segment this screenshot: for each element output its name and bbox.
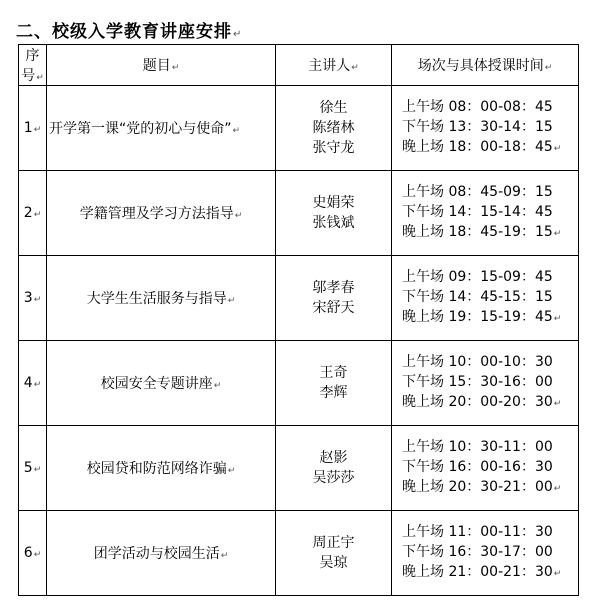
paragraph-mark-icon: ↵	[553, 314, 562, 324]
session-time-text: 上午场 11：00-11：30	[402, 524, 553, 540]
cell-topic	[47, 426, 276, 511]
paragraph-mark-icon: ↵	[544, 63, 553, 73]
speaker-name: 吴琼	[319, 555, 348, 571]
cell-topic	[47, 256, 276, 341]
session-time	[402, 562, 578, 584]
topic-text: 学籍管理及学习方法指导	[79, 206, 234, 222]
row-number: 5	[23, 460, 33, 476]
session-time-text: 晚上场 19：15-19：45	[402, 309, 553, 325]
cell-times	[392, 341, 579, 426]
speaker-name: 陈绪林	[312, 120, 355, 136]
session-time-text: 晚上场 20：00-20：30	[402, 394, 553, 410]
paragraph-mark-icon: ↵	[234, 211, 243, 221]
session-time-text: 上午场 10：00-10：30	[402, 354, 553, 370]
cell-times	[392, 256, 579, 341]
session-time	[402, 267, 578, 287]
session-time	[402, 477, 578, 499]
header-no: 序号↵	[19, 45, 47, 86]
paragraph-mark-icon: ↵	[171, 63, 180, 73]
session-time	[402, 97, 578, 117]
cell-no	[19, 511, 47, 596]
paragraph-mark-icon: ↵	[553, 399, 562, 409]
cell-speakers	[276, 511, 392, 596]
table-row	[19, 511, 579, 596]
paragraph-mark-icon: ↵	[553, 144, 562, 154]
row-number: 6	[23, 545, 33, 561]
session-time-text: 下午场 14：45-15：15	[402, 289, 553, 305]
table-header-row	[19, 45, 579, 86]
paragraph-mark-icon: ↵	[213, 381, 222, 391]
session-time-text: 晚上场 20：30-21：00	[402, 479, 553, 495]
session-time-text: 晚上场 18：00-18：45	[402, 139, 553, 155]
session-time-text: 下午场 13：30-14：15	[402, 119, 553, 135]
row-number: 1	[23, 120, 33, 136]
cell-topic	[47, 171, 276, 256]
session-time-text: 下午场 16：30-17：00	[402, 544, 553, 560]
lecture-schedule-table	[18, 44, 579, 596]
section-title: 二、校级入学教育讲座安排	[16, 22, 232, 42]
paragraph-mark-icon: ↵	[33, 295, 42, 305]
cell-no	[19, 341, 47, 426]
paragraph-mark-icon: ↵	[553, 484, 562, 494]
table-row	[19, 426, 579, 511]
speaker-name: 张守龙	[312, 140, 355, 156]
session-time-text: 上午场 08：00-08：45	[402, 99, 553, 115]
speaker-name: 邬孝春	[312, 280, 355, 296]
speaker-name: 王奇	[319, 365, 348, 381]
table-body	[19, 86, 579, 596]
paragraph-mark-icon: ↵	[233, 29, 243, 40]
section-heading	[16, 17, 242, 42]
session-time-text: 晚上场 18：45-19：15	[402, 224, 553, 240]
session-time-text: 下午场 16：00-16：30	[402, 459, 553, 475]
speaker-name: 周正宇	[312, 535, 355, 551]
session-time	[402, 392, 578, 414]
session-time	[402, 437, 578, 457]
session-time	[402, 307, 578, 329]
session-time-text: 上午场 09：15-09：45	[402, 269, 553, 285]
paragraph-mark-icon: ↵	[33, 465, 42, 475]
speaker-name: 张钱斌	[312, 215, 355, 231]
topic-text: 开学第一课“党的初心与使命”	[49, 121, 232, 137]
cell-topic	[47, 341, 276, 426]
session-time	[402, 352, 578, 372]
cell-speakers	[276, 341, 392, 426]
speaker-name: 吴莎莎	[312, 470, 355, 486]
session-time-text: 下午场 15：30-16：00	[402, 374, 553, 390]
table-row	[19, 171, 579, 256]
cell-times	[392, 86, 579, 171]
session-time	[402, 137, 578, 159]
paragraph-mark-icon: ↵	[36, 73, 44, 83]
paragraph-mark-icon: ↵	[33, 550, 42, 560]
header-time: 场次与具体授课时间↵	[392, 45, 579, 86]
header-topic: 题目↵	[47, 45, 276, 86]
cell-no	[19, 171, 47, 256]
paragraph-mark-icon: ↵	[232, 126, 241, 136]
paragraph-mark-icon: ↵	[227, 296, 236, 306]
table-row	[19, 341, 579, 426]
session-time-text: 上午场 08：45-09：15	[402, 184, 553, 200]
paragraph-mark-icon: ↵	[553, 569, 562, 579]
paragraph-mark-icon: ↵	[553, 229, 562, 239]
row-number: 2	[23, 205, 33, 221]
table-row	[19, 86, 579, 171]
session-time	[402, 522, 578, 542]
speaker-name: 史娟荣	[312, 195, 355, 211]
topic-text: 校园贷和防范网络诈骗	[86, 461, 227, 477]
cell-speakers	[276, 256, 392, 341]
cell-times	[392, 171, 579, 256]
cell-no	[19, 426, 47, 511]
session-time	[402, 542, 578, 562]
paragraph-mark-icon: ↵	[33, 380, 42, 390]
session-time	[402, 287, 578, 307]
speaker-name: 李辉	[319, 385, 348, 401]
topic-text: 校园安全专题讲座	[100, 376, 213, 392]
session-time-text: 下午场 14：15-14：45	[402, 204, 553, 220]
speaker-name: 徐生	[319, 100, 348, 116]
cell-topic	[47, 511, 276, 596]
session-time-text: 上午场 10：30-11：00	[402, 439, 553, 455]
paragraph-mark-icon: ↵	[351, 63, 359, 73]
cell-speakers	[276, 86, 392, 171]
session-time	[402, 202, 578, 222]
session-time	[402, 182, 578, 202]
cell-times	[392, 511, 579, 596]
cell-topic	[47, 86, 276, 171]
cell-times	[392, 426, 579, 511]
row-number: 4	[23, 375, 33, 391]
table-row	[19, 256, 579, 341]
session-time	[402, 117, 578, 137]
session-time	[402, 222, 578, 244]
cell-speakers	[276, 171, 392, 256]
session-time	[402, 457, 578, 477]
session-time	[402, 372, 578, 392]
cell-no	[19, 256, 47, 341]
row-number: 3	[23, 290, 33, 306]
paragraph-mark-icon: ↵	[33, 125, 42, 135]
topic-text: 大学生生活服务与指导	[86, 291, 227, 307]
speaker-name: 宋舒天	[312, 300, 355, 316]
session-time-text: 晚上场 21：00-21：30	[402, 564, 553, 580]
header-speaker: 主讲人↵	[276, 45, 392, 86]
cell-no	[19, 86, 47, 171]
speaker-name: 赵影	[319, 450, 348, 466]
paragraph-mark-icon: ↵	[33, 210, 42, 220]
paragraph-mark-icon: ↵	[227, 466, 236, 476]
cell-speakers	[276, 426, 392, 511]
topic-text: 团学活动与校园生活	[93, 546, 220, 562]
paragraph-mark-icon: ↵	[220, 551, 229, 561]
